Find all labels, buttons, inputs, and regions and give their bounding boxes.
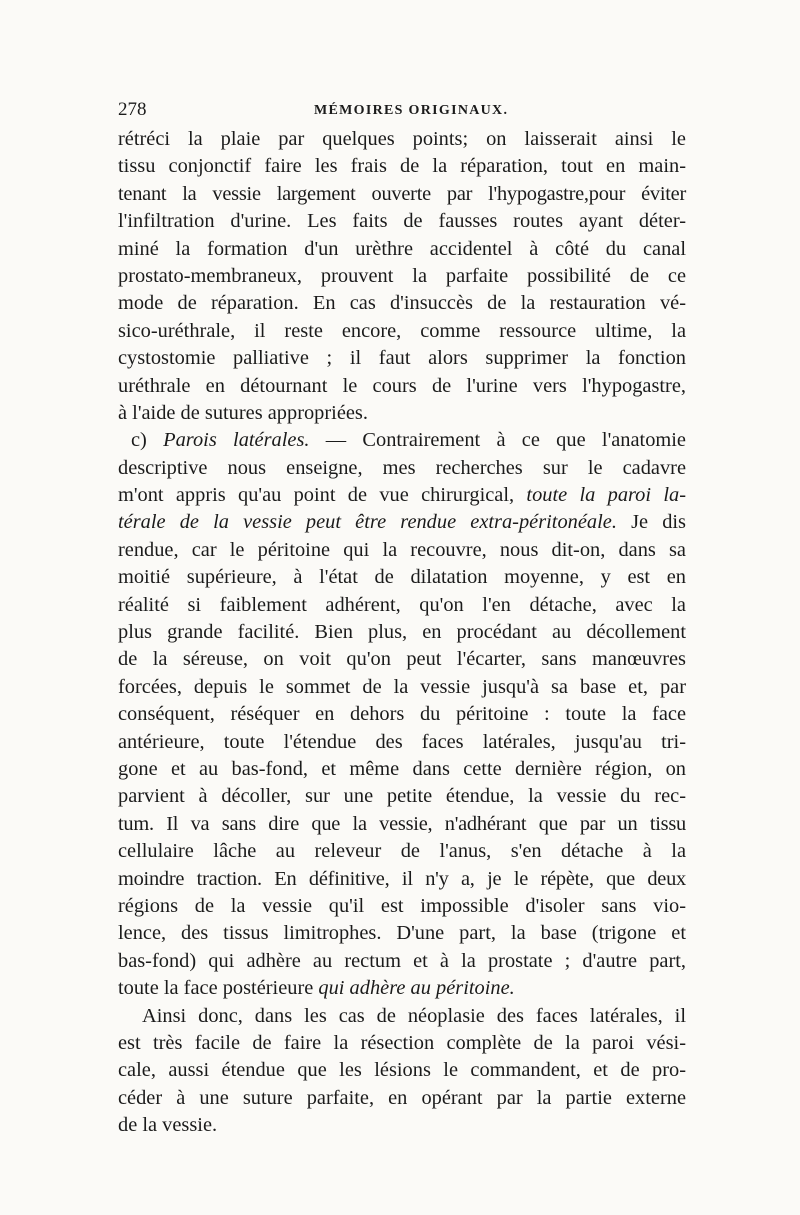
text-segment: moitié supérieure, à l'état de dilatation moyenne, y est en bbox=[118, 566, 686, 589]
text-segment: gone et au bas-fond, et même dans cette dernière région, on bbox=[118, 757, 686, 780]
text-segment: l'infiltration d'urine. Les faits de fausses routes ayant déter- bbox=[118, 210, 686, 233]
text-segment: toute la face postérieure bbox=[118, 977, 319, 1000]
text-segment: plus grande facilité. Bien plus, en procédant au décollement bbox=[118, 621, 686, 644]
text-segment: Je dis bbox=[616, 511, 686, 534]
body-text bbox=[118, 126, 686, 1139]
text-segment: lence, des tissus limitrophes. D'une part, la base (trigone et bbox=[118, 922, 686, 945]
text-line bbox=[118, 756, 686, 783]
text-line bbox=[118, 811, 686, 838]
text-segment: c) bbox=[131, 429, 164, 452]
text-segment: cale, aussi étendue que les lésions le commandent, et de pro- bbox=[118, 1059, 686, 1082]
text-line bbox=[118, 564, 686, 591]
text-segment: miné la formation d'un urèthre accidentel à côté du canal bbox=[118, 237, 686, 260]
text-line bbox=[118, 427, 686, 454]
text-segment: rendue, car le péritoine qui la recouvre, nous dit-on, dans sa bbox=[118, 538, 686, 561]
text-line bbox=[118, 920, 686, 947]
text-line bbox=[118, 318, 686, 345]
italic-text: qui adhère au péritoine. bbox=[318, 977, 515, 1000]
text-line bbox=[118, 537, 686, 564]
text-segment: tum. Il va sans dire que la vessie, n'adhérant que par un tissu bbox=[118, 812, 686, 835]
text-segment: parvient à décoller, sur une petite étendue, la vessie du rec- bbox=[118, 785, 686, 808]
text-segment: réalité si faiblement adhérent, qu'on l'en détache, avec la bbox=[118, 593, 686, 616]
text-line bbox=[118, 126, 686, 153]
text-line bbox=[118, 1003, 686, 1030]
text-line bbox=[118, 509, 686, 536]
text-line bbox=[118, 208, 686, 235]
text-segment: — Contrairement à ce que l'anatomie bbox=[309, 429, 686, 452]
text-line bbox=[118, 975, 686, 1002]
text-line bbox=[118, 729, 686, 756]
text-line bbox=[118, 893, 686, 920]
text-line bbox=[118, 866, 686, 893]
text-line bbox=[118, 1112, 686, 1139]
text-segment: céder à une suture parfaite, en opérant par la partie externe bbox=[118, 1086, 686, 1109]
text-line bbox=[118, 1057, 686, 1084]
text-line bbox=[118, 373, 686, 400]
text-segment: tissu conjonctif faire les frais de la réparation, tout en main- bbox=[118, 155, 686, 178]
text-segment: moindre traction. En définitive, il n'y a, je le répète, que deux bbox=[118, 867, 686, 890]
text-segment: de la séreuse, on voit qu'on peut l'écarter, sans manœuvres bbox=[118, 648, 686, 671]
italic-text: toute la paroi la- bbox=[526, 484, 686, 507]
text-segment: prostato-membraneux, prouvent la parfaite possibilité de ce bbox=[118, 264, 686, 287]
text-line bbox=[118, 345, 686, 372]
page-number: 278 bbox=[118, 99, 147, 120]
text-segment: uréthrale en détournant le cours de l'urine vers l'hypogastre, bbox=[118, 374, 686, 397]
text-segment: régions de la vessie qu'il est impossible d'isoler sans vio- bbox=[118, 894, 686, 917]
text-segment: à l'aide de sutures appropriées. bbox=[118, 401, 368, 424]
text-segment: tenant la vessie largement ouverte par l'hypogastre,pour éviter bbox=[118, 182, 686, 205]
text-line bbox=[118, 1085, 686, 1112]
text-segment: cystostomie palliative ; il faut alors supprimer la fonction bbox=[118, 347, 686, 370]
text-line bbox=[118, 153, 686, 180]
text-segment: antérieure, toute l'étendue des faces latérales, jusqu'au tri- bbox=[118, 730, 686, 753]
text-segment: rétréci la plaie par quelques points; on laisserait ainsi le bbox=[118, 128, 686, 150]
text-line bbox=[118, 646, 686, 673]
text-segment: forcées, depuis le sommet de la vessie jusqu'à sa base et, par bbox=[118, 675, 686, 698]
italic-text: Parois latérales. bbox=[163, 429, 310, 452]
text-line bbox=[118, 1030, 686, 1057]
italic-text: térale de la vessie peut être rendue extra-péritonéale. bbox=[118, 511, 617, 534]
text-line bbox=[118, 783, 686, 810]
text-line bbox=[118, 619, 686, 646]
text-segment: cellulaire lâche au releveur de l'anus, s'en détache à la bbox=[118, 840, 686, 863]
text-segment: bas-fond) qui adhère au rectum et à la prostate ; d'autre part, bbox=[118, 949, 686, 972]
text-line bbox=[118, 592, 686, 619]
text-segment: sico-uréthrale, il reste encore, comme ressource ultime, la bbox=[118, 319, 686, 342]
text-segment: Ainsi donc, dans les cas de néoplasie des faces latérales, il bbox=[142, 1004, 686, 1027]
running-head bbox=[118, 96, 692, 128]
text-segment: m'ont appris qu'au point de vue chirurgical, bbox=[118, 484, 527, 507]
text-line bbox=[118, 838, 686, 865]
running-title: MÉMOIRES ORIGINAUX. bbox=[314, 103, 509, 118]
text-line bbox=[118, 400, 686, 427]
text-segment: descriptive nous enseigne, mes recherches sur le cadavre bbox=[118, 456, 686, 479]
text-line bbox=[118, 181, 686, 208]
text-line bbox=[118, 701, 686, 728]
text-line bbox=[118, 455, 686, 482]
text-segment: est très facile de faire la résection complète de la paroi vési- bbox=[118, 1031, 686, 1054]
text-line bbox=[118, 482, 686, 509]
text-segment: conséquent, réséquer en dehors du péritoine : toute la face bbox=[118, 703, 686, 726]
text-segment: de la vessie. bbox=[118, 1114, 218, 1137]
text-line bbox=[118, 263, 686, 290]
text-line bbox=[118, 948, 686, 975]
text-line bbox=[118, 674, 686, 701]
text-segment: mode de réparation. En cas d'insuccès de la restauration vé- bbox=[118, 292, 686, 315]
text-line bbox=[118, 290, 686, 317]
text-line bbox=[118, 236, 686, 263]
